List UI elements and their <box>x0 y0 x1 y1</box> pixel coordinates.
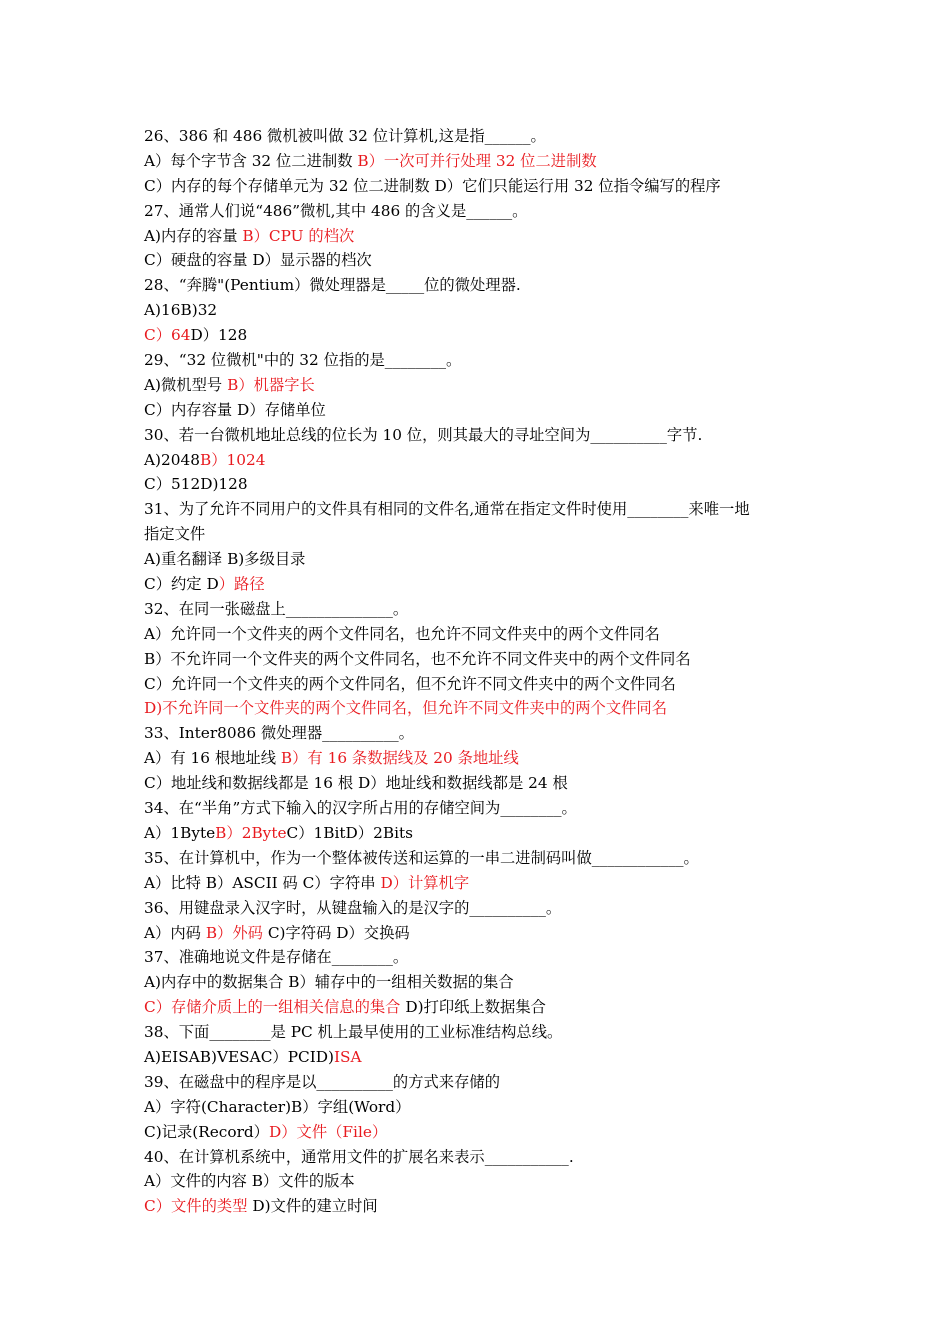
text-line <box>144 248 816 273</box>
text-line <box>144 273 816 298</box>
answer-highlight: B）2Byte <box>215 823 287 842</box>
text-segment: C）内存的每个存储单元为 32 位二进制数 D）它们只能运行用 32 位指令编写的程序 <box>144 176 721 195</box>
text-segment: A)16B)32 <box>144 301 218 320</box>
text-line <box>144 398 816 423</box>
text-segment: A)2048 <box>144 450 200 469</box>
text-segment: A)内存中的数据集合 B）辅存中的一组相关数据的集合 <box>144 973 514 992</box>
text-line <box>144 472 816 497</box>
answer-highlight: B）一次可并行处理 32 位二进制数 <box>357 151 597 170</box>
text-segment: 27、通常人们说“486”微机,其中 486 的含义是______。 <box>144 201 528 220</box>
text-line <box>144 1194 816 1219</box>
text-line <box>144 896 816 921</box>
text-line <box>144 423 816 448</box>
text-segment: 38、下面________是 PC 机上最早使用的工业标准结构总线。 <box>144 1023 563 1042</box>
text-segment: 40、在计算机系统中，通常用文件的扩展名来表示___________. <box>144 1147 574 1166</box>
text-segment: 35、在计算机中，作为一个整体被传送和运算的一串二进制码叫做____________。 <box>144 848 699 867</box>
text-segment: C）512D)128 <box>144 475 248 494</box>
text-line <box>144 1095 816 1120</box>
text-line <box>144 597 816 622</box>
text-line <box>144 348 816 373</box>
text-segment: A）1Byte <box>144 823 216 842</box>
text-segment: 37、准确地说文件是存储在________。 <box>144 948 409 967</box>
text-line <box>144 921 816 946</box>
text-segment: C）地址线和数据线都是 16 根 D）地址线和数据线都是 24 根 <box>144 774 568 793</box>
answer-highlight: C）存储介质上的一组相关信息的集合 <box>144 998 401 1017</box>
text-segment: C）1BitD）2Bits <box>286 823 413 842</box>
answer-highlight: ISA <box>333 1047 362 1066</box>
answer-highlight: C）64 <box>144 326 191 345</box>
answer-highlight: D）文件（File） <box>268 1122 388 1141</box>
text-line <box>144 1020 816 1045</box>
text-segment: 36、用键盘录入汉字时，从键盘输入的是汉字的__________。 <box>144 898 562 917</box>
text-line <box>144 1045 816 1070</box>
text-line <box>144 945 816 970</box>
text-segment: C）允许同一个文件夹的两个文件同名，但不允许不同文件夹中的两个文件同名 <box>144 674 676 693</box>
text-segment: A）有 16 根地址线 <box>144 749 281 768</box>
answer-highlight: D）计算机字 <box>380 873 470 892</box>
text-segment: 26、386 和 486 微机被叫做 32 位计算机,这是指______。 <box>144 127 546 145</box>
text-line <box>144 647 816 672</box>
text-line <box>144 970 816 995</box>
text-line <box>144 522 816 547</box>
text-segment: C）硬盘的容量 D）显示器的档次 <box>144 251 372 270</box>
text-line <box>144 1070 816 1095</box>
text-segment: A）文件的内容 B）文件的版本 <box>144 1172 355 1191</box>
text-segment: A）比特 B）ASCII 码 C）字符串 <box>144 873 381 892</box>
text-segment: 33、Inter8086 微处理器__________。 <box>144 724 414 743</box>
text-segment: D）128 <box>190 326 248 345</box>
answer-highlight: B）1024 <box>199 450 266 469</box>
text-segment: A）允许同一个文件夹的两个文件同名，也允许不同文件夹中的两个文件同名 <box>144 624 660 643</box>
answer-highlight: C）文件的类型 <box>144 1197 248 1216</box>
text-line <box>144 174 816 199</box>
answer-highlight: B）外码 <box>205 923 263 942</box>
text-line <box>144 497 816 522</box>
text-segment: 29、“32 位微机"中的 32 位指的是________。 <box>144 351 462 370</box>
text-line <box>144 696 816 721</box>
text-line <box>144 672 816 697</box>
text-line <box>144 298 816 323</box>
text-line <box>144 995 816 1020</box>
text-segment: A)EISAB)VESAC）PCID) <box>144 1047 334 1066</box>
text-line <box>144 1145 816 1170</box>
answer-highlight: B）CPU 的档次 <box>242 226 355 245</box>
text-line <box>144 622 816 647</box>
answer-highlight: ）路径 <box>218 575 265 594</box>
text-segment: 34、在“半角”方式下输入的汉字所占用的存储空间为________。 <box>144 799 577 818</box>
text-line <box>144 323 816 348</box>
text-segment: C)记录(Record） <box>144 1122 269 1141</box>
text-segment: A)微机型号 <box>144 375 228 394</box>
text-segment: D)打印纸上数据集合 <box>400 998 546 1017</box>
text-segment: A）内码 <box>144 923 206 942</box>
text-line <box>144 821 816 846</box>
text-line <box>144 224 816 249</box>
text-segment: 30、若一台微机地址总线的位长为 10 位，则其最大的寻址空间为__________字节. <box>144 425 703 444</box>
text-line <box>144 771 816 796</box>
text-line <box>144 199 816 224</box>
text-line <box>144 1120 816 1145</box>
text-segment: A）每个字节含 32 位二进制数 <box>144 151 358 170</box>
text-line <box>144 547 816 572</box>
answer-highlight: B）机器字长 <box>227 375 315 394</box>
text-segment: D)文件的建立时间 <box>247 1197 378 1216</box>
text-segment: C)字符码 D）交换码 <box>262 923 410 942</box>
text-segment: C）约定 D <box>144 575 219 594</box>
text-line <box>144 149 816 174</box>
text-line <box>144 1169 816 1194</box>
text-segment: 指定文件 <box>144 525 206 544</box>
answer-highlight: B）有 16 条数据线及 20 条地址线 <box>280 749 519 768</box>
text-segment: B）不允许同一个文件夹的两个文件同名，也不允许不同文件夹中的两个文件同名 <box>144 649 691 668</box>
text-segment: 32、在同一张磁盘上______________。 <box>144 599 409 618</box>
text-segment: C）内存容量 D）存储单位 <box>144 400 326 419</box>
text-line <box>144 721 816 746</box>
text-segment: A)内存的容量 <box>144 226 243 245</box>
text-line <box>144 846 816 871</box>
answer-highlight: D)不允许同一个文件夹的两个文件同名，但允许不同文件夹中的两个文件同名 <box>144 699 668 718</box>
text-segment: 39、在磁盘中的程序是以__________的方式来存储的 <box>144 1072 500 1091</box>
text-segment: A）字符(Character)B）字组(Word） <box>144 1097 411 1116</box>
question-list <box>144 124 816 1219</box>
text-segment: 28、“奔腾"(Pentium）微处理器是_____位的微处理器. <box>144 276 521 295</box>
text-line <box>144 871 816 896</box>
text-segment: A)重名翻译 B)多级目录 <box>144 550 306 569</box>
text-line <box>144 373 816 398</box>
text-line <box>144 572 816 597</box>
text-line <box>144 124 816 149</box>
text-segment: 31、为了允许不同用户的文件具有相同的文件名,通常在指定文件时使用________来唯一地 <box>144 500 750 519</box>
text-line <box>144 746 816 771</box>
text-line <box>144 448 816 473</box>
text-line <box>144 796 816 821</box>
